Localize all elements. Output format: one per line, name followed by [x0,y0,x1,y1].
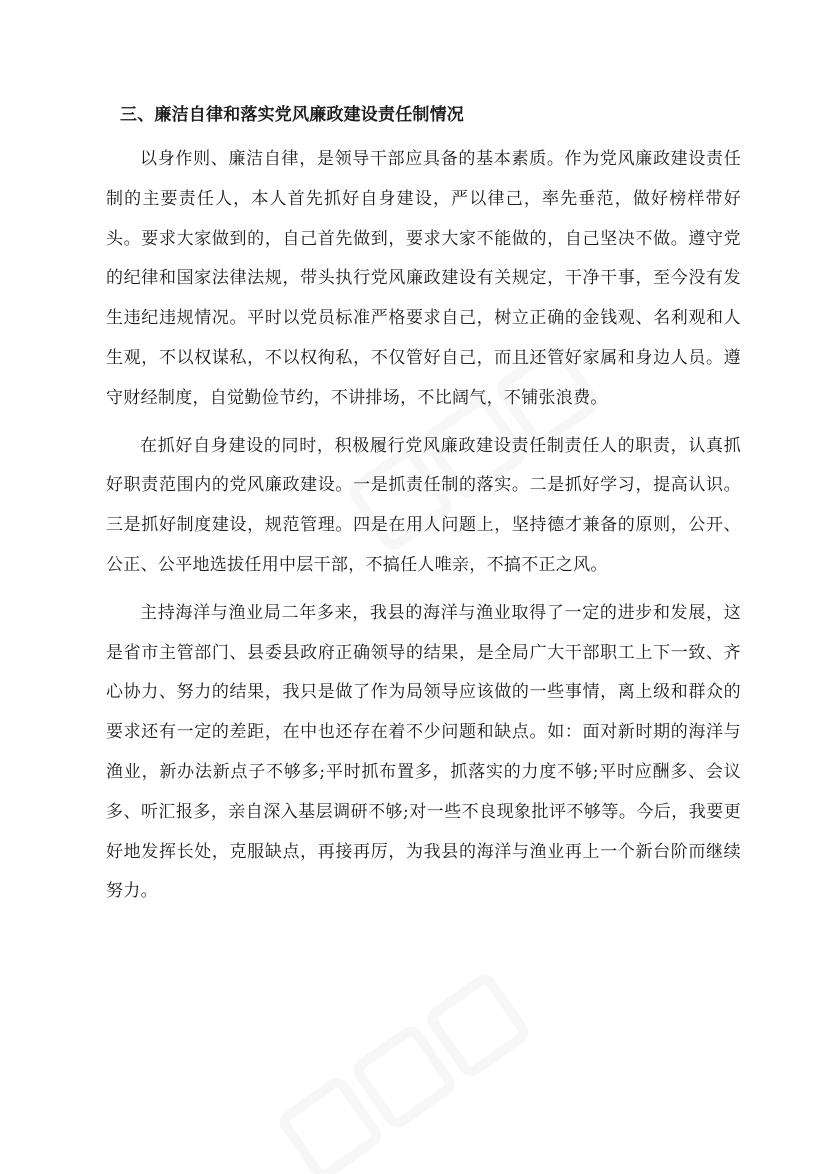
document-body [106,96,741,920]
paragraph-responsibility: 在抓好自身建设的同时，积极履行党风廉政建设责任制责任人的职责，认真抓好职责范围内的党风廉政建设。一是抓责任制的落实。二是抓好学习，提高认识。三是抓好制度建设，规范管理。四是在用人问题上，坚持德才兼备的原则，公开、公正、公平地选拔任用中层干部，不搞任人唯亲，不搞不正之风。 [106,435,741,575]
paragraph-self-discipline: 以身作则、廉洁自律，是领导干部应具备的基本素质。作为党风廉政建设责任制的主要责任人，本人首先抓好自身建设，严以律己，率先垂范，做好榜样带好头。要求大家做到的，自己首先做到，要求大家不能做的，自己坚决不做。遵守党的纪律和国家法律法规，带头执行党风廉政建设有关规定，干净干事，至今没有发生违纪违规情况。平时以党员标准严格要求自己，树立正确的金钱观、名利观和人生观，不以权谋私，不以权徇私，不仅管好自己，而且还管好家属和身边人员。遵守财经制度，自觉勤俭节约，不讲排场，不比阔气，不铺张浪费。 [106,149,741,408]
paragraph-summary: 主持海洋与渔业局二年多来，我县的海洋与渔业取得了一定的进步和发展，这是省市主管部门、县委县政府正确领导的结果，是全局广大干部职工上下一致、齐心协力、努力的结果，我只是做了作为局领导应该做的一些事情，离上级和群众的要求还有一定的差距，在中也还存在着不少问题和缺点。如：面对新时期的海洋与渔业，新办法新点子不够多;平时抓布置多，抓落实的力度不够;平时应酬多、会议多、听汇报多，亲自深入基层调研不够;对一些不良现象批评不够等。今后，我要更好地发挥长处，克服缺点，再接再厉，为我县的海洋与渔业再上一个新台阶而继续努力。 [106,602,741,902]
section-heading: 三、廉洁自律和落实党风廉政建设责任制情况 [120,105,464,125]
